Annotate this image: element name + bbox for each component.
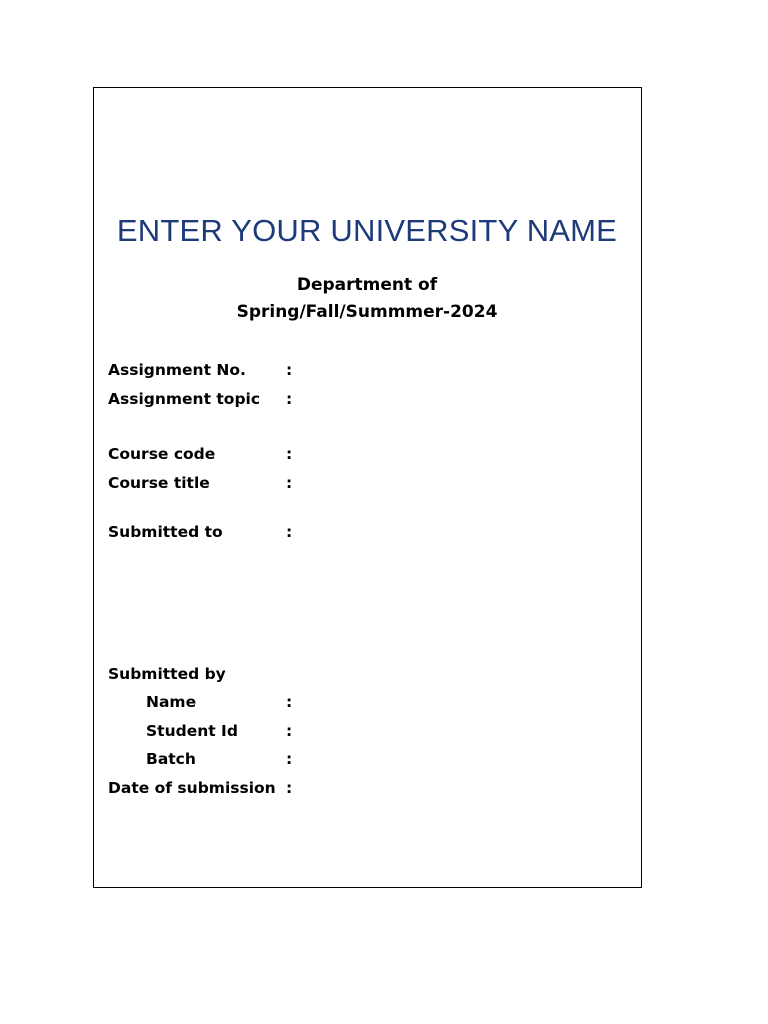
cover-page-frame: [93, 87, 642, 888]
batch-colon: :: [286, 750, 293, 768]
submitted-to-colon: :: [286, 523, 293, 541]
student-id-colon: :: [286, 722, 293, 740]
course-title-label: Course title: [108, 474, 210, 492]
name-colon: :: [286, 693, 293, 711]
assignment-topic-label: Assignment topic: [108, 390, 261, 408]
course-title-colon: :: [286, 474, 293, 492]
batch-label: Batch: [146, 750, 196, 768]
date-of-submission-label: Date of submission: [108, 779, 276, 797]
university-name-heading: ENTER YOUR UNIVERSITY NAME: [116, 213, 618, 248]
assignment-no-colon: :: [286, 361, 293, 379]
assignment-topic-colon: :: [286, 390, 293, 408]
assignment-no-label: Assignment No.: [108, 361, 246, 379]
department-line: Department of: [296, 275, 438, 295]
submitted-to-label: Submitted to: [108, 523, 223, 541]
date-of-submission-colon: :: [286, 779, 293, 797]
course-code-colon: :: [286, 445, 293, 463]
semester-line: Spring/Fall/Summmer-2024: [236, 302, 498, 322]
student-id-label: Student Id: [146, 722, 238, 740]
submitted-by-label: Submitted by: [108, 665, 226, 683]
name-label: Name: [146, 693, 197, 711]
course-code-label: Course code: [108, 445, 216, 463]
